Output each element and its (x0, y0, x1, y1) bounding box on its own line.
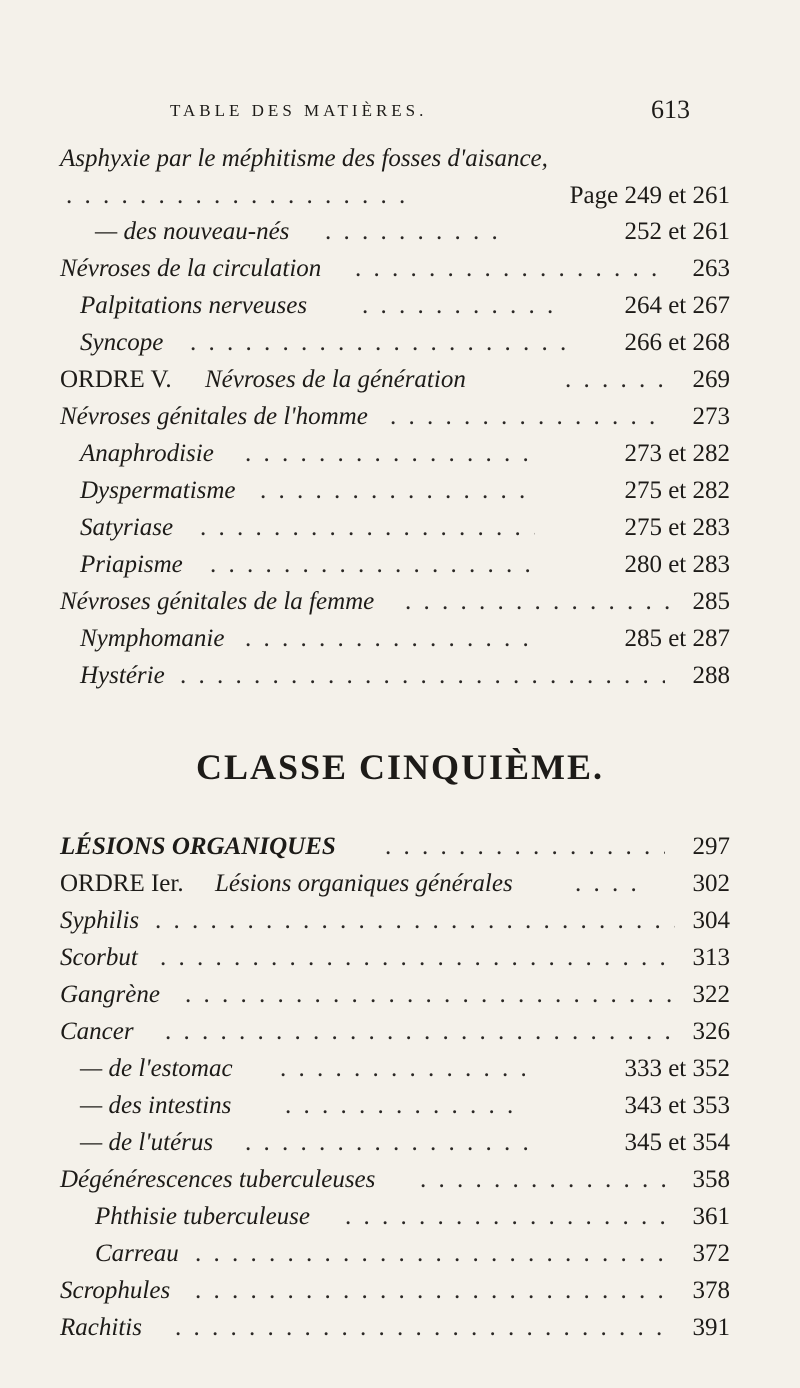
leader-dots (355, 250, 665, 288)
entry-title: Palpitations nerveuses (80, 292, 308, 319)
leader-dots (245, 435, 535, 473)
entry-title: Dyspermatisme (80, 477, 236, 504)
leader-dots (575, 865, 650, 903)
leader-dots (155, 902, 675, 940)
leader-dots (565, 361, 675, 399)
entry-title: — des intestins (80, 1092, 232, 1119)
toc-entry (0, 1013, 800, 1051)
entry-title: Asphyxie par le méphitisme des fosses d'aisance, (60, 145, 548, 172)
entry-ref: 322 (692, 981, 730, 1008)
entry-order: ORDRE V. (60, 366, 172, 393)
toc-entry (0, 509, 800, 547)
page-number: 613 (651, 95, 690, 124)
leader-dots (420, 1161, 670, 1199)
entry-ref: 275 et 283 (624, 514, 730, 541)
toc-entry (0, 583, 800, 621)
entry-ref: 280 et 283 (624, 551, 730, 578)
entry-title: Névroses de la génération (205, 366, 466, 393)
entry-ref: 333 et 352 (624, 1055, 730, 1082)
entry-title: Névroses génitales de la femme (60, 588, 375, 615)
toc-entry (0, 1235, 800, 1273)
toc-entry (0, 902, 800, 940)
leader-dots (245, 620, 535, 658)
leader-dots (260, 472, 535, 510)
leader-dots (210, 546, 535, 584)
entry-ref: 285 (692, 588, 730, 615)
entry-ref: 266 et 268 (624, 329, 730, 356)
toc-entry (0, 1050, 800, 1088)
entry-ref: 313 (692, 944, 730, 971)
leader-dots (385, 828, 665, 866)
leader-dots (245, 1124, 530, 1162)
leader-dots (325, 213, 510, 251)
entry-ref: 288 (692, 662, 730, 689)
entry-ref: 263 (692, 255, 730, 282)
leader-dots (405, 583, 670, 621)
entry-ref: 326 (692, 1018, 730, 1045)
entry-title: Priapisme (80, 551, 183, 578)
leader-dots (195, 1272, 675, 1310)
entry-title: Rachitis (60, 1314, 142, 1341)
leader-dots (345, 1198, 675, 1236)
entry-title: Phthisie tuberculeuse (95, 1203, 310, 1230)
entry-title: Satyriase (80, 514, 174, 541)
entry-ref: 273 et 282 (624, 440, 730, 467)
class-heading: CLASSE CINQUIÈME. (195, 747, 605, 787)
toc-entry (0, 620, 800, 658)
entry-order: ORDRE Ier. (60, 870, 184, 897)
entry-ref: 285 et 287 (624, 625, 730, 652)
entry-ref: 343 et 353 (624, 1092, 730, 1119)
toc-entry (0, 1309, 800, 1347)
running-title: TABLE DES MATIÈRES. (170, 101, 428, 120)
entry-title: — de l'utérus (80, 1129, 214, 1156)
entry-ref: 273 (692, 403, 730, 430)
leader-dots (66, 177, 416, 215)
toc-entry (0, 324, 800, 362)
entry-ref: 361 (692, 1203, 730, 1230)
entry-title: Dégénérescences tuberculeuses (60, 1166, 376, 1193)
leader-dots (390, 398, 665, 436)
leader-dots (165, 1013, 675, 1051)
entry-title: Gangrène (60, 981, 160, 1008)
entry-ref: 264 et 267 (624, 292, 730, 319)
entry-ref: 372 (692, 1240, 730, 1267)
leader-dots (180, 657, 665, 695)
leader-dots (195, 1235, 675, 1273)
entry-ref: 302 (692, 870, 730, 897)
entry-title: Syphilis (60, 907, 140, 934)
entry-title: Scorbut (60, 944, 138, 971)
leader-dots (200, 509, 535, 547)
entry-title: Scrophules (60, 1277, 171, 1304)
toc-entry (0, 657, 800, 695)
toc-entry (0, 287, 800, 325)
toc-entry (0, 1087, 800, 1125)
toc-entry (0, 140, 800, 178)
toc-entry (0, 398, 800, 436)
entry-title: Névroses de la circulation (60, 255, 322, 282)
entry-title: — de l'estomac (80, 1055, 233, 1082)
entry-ref: 275 et 282 (624, 477, 730, 504)
entry-ref: 297 (692, 833, 730, 860)
running-header (170, 97, 690, 131)
entry-title: Cancer (60, 1018, 134, 1045)
toc-entry (0, 865, 800, 903)
entry-title: Névroses génitales de l'homme (60, 403, 368, 430)
toc-entry (0, 1272, 800, 1310)
entry-ref: 252 et 261 (624, 218, 730, 245)
entry-ref: 358 (692, 1166, 730, 1193)
toc-entry (0, 250, 800, 288)
entry-ref: 378 (692, 1277, 730, 1304)
entry-ref: 269 (692, 366, 730, 393)
toc-entry (0, 546, 800, 584)
leader-dots (185, 976, 675, 1014)
entry-title: Nymphomanie (80, 625, 225, 652)
entry-title: Carreau (95, 1240, 179, 1267)
leader-dots (190, 324, 565, 362)
entry-title: Anaphrodisie (80, 440, 214, 467)
entry-ref: 304 (692, 907, 730, 934)
entry-title: Lésions organiques générales (215, 870, 513, 897)
toc-entry (0, 1124, 800, 1162)
toc-entry (0, 213, 800, 251)
toc-entry (0, 939, 800, 977)
toc-entry (0, 828, 800, 866)
leader-dots (280, 1050, 525, 1088)
toc-entry (0, 1161, 800, 1199)
leader-dots (175, 1309, 675, 1347)
entry-ref: Page 249 et 261 (569, 182, 730, 209)
toc-entry (0, 976, 800, 1014)
toc-entry (0, 472, 800, 510)
toc-entry (0, 1198, 800, 1236)
leader-dots (362, 287, 560, 325)
toc-entry (0, 435, 800, 473)
entry-ref: 345 et 354 (624, 1129, 730, 1156)
entry-title: — des nouveau-nés (95, 218, 290, 245)
entry-title: LÉSIONS ORGANIQUES (60, 833, 336, 860)
entry-title: Syncope (80, 329, 164, 356)
toc-entry (0, 361, 800, 399)
entry-ref: 391 (692, 1314, 730, 1341)
entry-title: Hystérie (80, 662, 165, 689)
leader-dots (160, 939, 675, 977)
leader-dots (285, 1087, 525, 1125)
toc-entry (0, 177, 800, 215)
